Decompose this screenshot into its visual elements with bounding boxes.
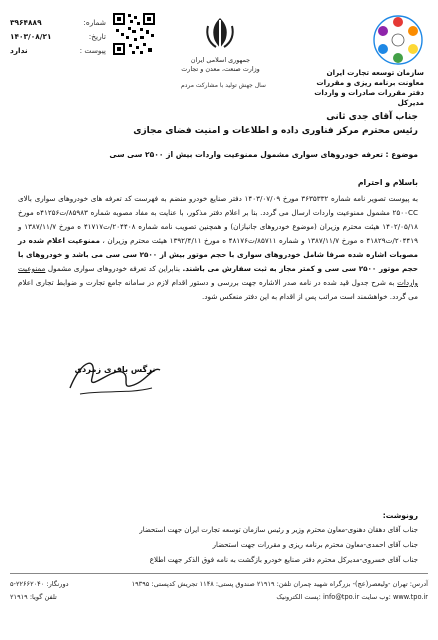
number-row [10, 16, 106, 30]
org-line: دفتر مقررات صادرات و واردات [314, 88, 424, 97]
letter-body [18, 192, 418, 304]
date-label: تاریخ: [88, 32, 106, 41]
footer-phone: تلفن گویا: ۲۱۹۱۹ [10, 593, 57, 601]
body-underlined-term: ممنوعیت واردات [18, 264, 418, 287]
body-paragraph: به پیوست تصویر نامه شماره ۳۶۳۵۳۳۲ مورخ ۱۴۰۳/۰۷/۰۹ دفتر صنایع خودرو منضم به فهرست کد تعرفه های خودروهای سواری بالای ۲۵۰۰CC مشمول ممنوعیت واردات ارسال می گردد. بنا بر اعلام دفتر مذکور، با عنایت به مفاد مصوبه شماره ۸۵۹۸۳/ت۴۱۲۵۶ه مورخ ۱۴۰۲/۰۵/۱۸ هیئت محترم وزیران (موضوع خودروهای جانبازان) و همچنین تصویب نامه شماره ۲۰۴۴۰۸/ت۴۱۷۱۷ ه مورخ ۱۳۸۷/۱۱/۷ و ۲۰۴۴۱۹/ت۴۱۸۲۹ ه مورخ ۱۳۸۷/۱۱/۷ و شماره ۸۵۷۱۱/ت۴۸۱۷۶ ه مورخ ۱۳۹۲/۴/۱۱ هیئت محترم وزیران ، [18, 194, 419, 245]
addressee-name: جناب آقای جدی ثانی [326, 112, 418, 122]
attachment-label: پیوست : [79, 46, 106, 55]
number-label: شماره: [83, 18, 106, 27]
footer-address-row [10, 578, 428, 591]
attachment-value: ندارد [10, 46, 28, 55]
letter-meta [10, 16, 106, 58]
addressee [18, 110, 418, 138]
copy-recipient: جناب آقای احمدی-معاون محترم برنامه ریزی و مقررات جهت استحضار [212, 541, 418, 549]
year-motto: سال جهش تولید با مشارکت مردم [181, 82, 266, 89]
ministry-title [168, 56, 273, 74]
number-value: ۳۹۶۴۸۸۹ [10, 18, 42, 27]
handwritten-signature-icon [62, 348, 166, 404]
footer-address: آدرس: تهران -ولیعصر(عج)- بزرگراه شهید چمران تلفن: ۲۱۹۱۹ صندوق پستی: ۱۱۴۸ تجریش کدپستی: ۱۹۳۹۵ [131, 580, 428, 588]
greeting: باسلام و احترام [357, 178, 418, 187]
org-line: سازمان توسعه تجارت ایران [326, 68, 424, 77]
footer-contact-row [10, 591, 428, 604]
footer [10, 578, 428, 604]
tpo-logo-icon [372, 14, 424, 66]
addressee-title: رئیس محترم مرکز فناوری داده و اطلاعات و امنیت فضای مجازی [133, 126, 418, 136]
footer-divider [10, 573, 428, 574]
organization-lines [274, 68, 424, 108]
letter-subject: موضوع : تعرفه خودروهای سواری مشمول ممنوعیت واردات بیش از ۲۵۰۰ سی سی [109, 150, 418, 159]
date-value: ۱۴۰۳/۰۸/۲۱ [10, 32, 52, 41]
body-paragraph-continued: بنابراین کد تعرفه خودروهای سواری مشمول [45, 264, 183, 273]
copy-recipient: جناب آقای دهقان دهنوی-معاون محترم وزیر و رئیس سازمان توسعه تجارت ایران جهت استحضار [139, 526, 418, 534]
ministry-line: جمهوری اسلامی ایران [190, 56, 251, 64]
iran-emblem-icon [200, 14, 240, 54]
footer-fax: دورنگار: ۲۲۶۶۲۰۴۰-۵ [10, 580, 69, 588]
footer-web-email: www.tpo.ir :وب سایت info@tpo.ir :پست الکترونیک [276, 593, 428, 601]
body-bold-statement: ممنوعیت اعلام شده در مصوبات اشاره شده صرفا شامل خودروهای سواری با حجم موتور بیش از ۲۵۰۰ سی سی می باشد و خودروهای با حجم موتور ۲۵۰۰ سی سی و کمتر مجاز به ثبت سفارش می باشند. [18, 236, 418, 273]
organization-block [274, 14, 424, 112]
copies-heading: رونوشت: [382, 511, 418, 520]
qr-code-icon [112, 12, 156, 56]
ministry-line: وزارت صنعت، معدن و تجارت [181, 65, 260, 73]
org-line: معاونت برنامه ریزی و مقررات [316, 78, 424, 87]
date-row [10, 30, 106, 44]
org-line: مدیرکل [397, 98, 424, 107]
signer-name: نرگس باقری زمردی [74, 364, 156, 374]
body-paragraph-end: به شرح جدول قید شده در نامه صدر الاشاره جهت بررسی و دستور اقدام لازم در سامانه جامع تجارت و ضوابط تجاری اعلام می گردد. خواهشمند است مراتب پس از اقدام به این دفتر منعکس شود. [18, 278, 418, 301]
copies-to [18, 508, 418, 568]
copy-recipient: جناب آقای خسروی-مدیرکل محترم دفتر صنایع خودرو بازگشت به نامه فوق الذکر جهت اطلاع [149, 556, 418, 564]
attachment-row [10, 44, 106, 58]
